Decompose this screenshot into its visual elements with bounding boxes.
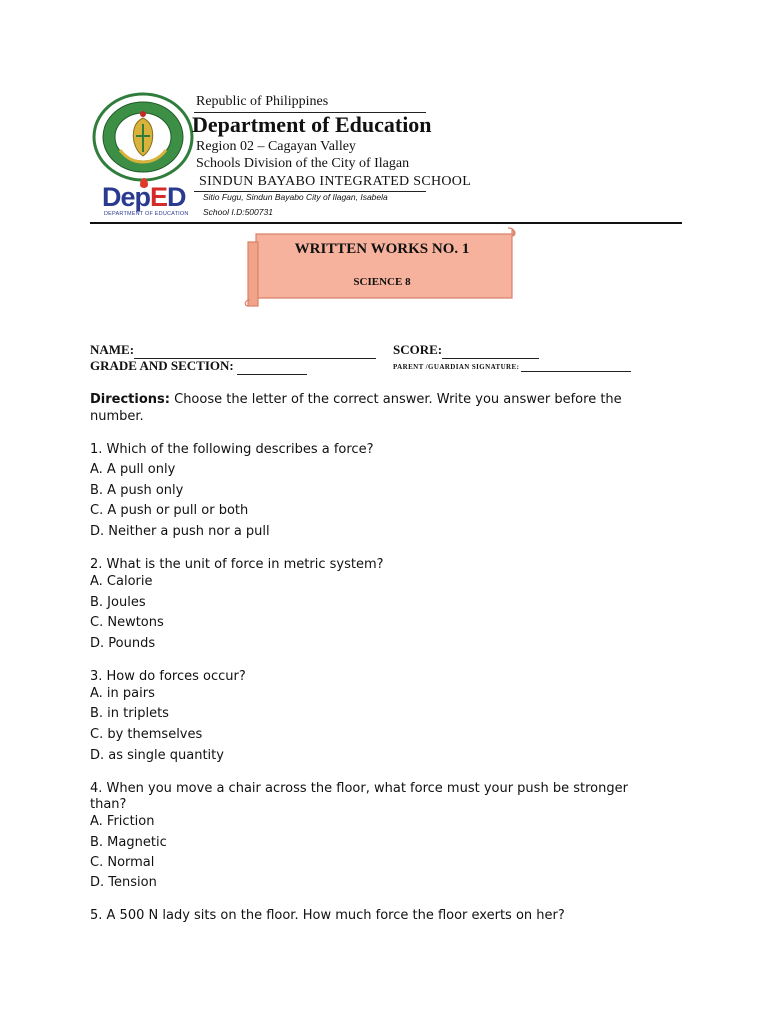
question-4: 4. When you move a chair across the floor, what force must your push be stronger than? <box>90 781 628 812</box>
option-4d[interactable]: D. Tension <box>90 875 157 890</box>
directions-text: Choose the letter of the correct answer. Write you answer before the number. <box>90 392 622 424</box>
header-rule <box>90 222 682 224</box>
option-4c[interactable]: C. Normal <box>90 855 155 870</box>
grade-section-field <box>90 358 307 375</box>
deped-logo <box>100 178 190 218</box>
option-2c[interactable]: C. Newtons <box>90 615 164 630</box>
option-4a[interactable]: A. Friction <box>90 814 155 829</box>
school-seal-icon <box>92 92 194 182</box>
question-3: 3. How do forces occur? <box>90 669 246 684</box>
option-3a[interactable]: A. in pairs <box>90 686 155 701</box>
department-title: Department of Education <box>192 112 432 137</box>
banner-subtitle: SCIENCE 8 <box>353 276 411 288</box>
option-2a[interactable]: A. Calorie <box>90 574 153 589</box>
option-1a[interactable]: A. A pull only <box>90 462 176 477</box>
option-2d[interactable]: D. Pounds <box>90 636 156 651</box>
question-5: 5. A 500 N lady sits on the floor. How much force the floor exerts on her? <box>90 908 565 923</box>
republic-text: Republic of Philippines <box>196 94 329 109</box>
question-2: 2. What is the unit of force in metric system? <box>90 557 384 572</box>
name-input-line[interactable] <box>134 342 376 359</box>
option-3b[interactable]: B. in triplets <box>90 706 169 721</box>
school-id: School I.D:500731 <box>203 207 273 217</box>
score-label: SCORE: <box>393 342 443 357</box>
option-1c[interactable]: C. A push or pull or both <box>90 503 249 518</box>
banner-title: WRITTEN WORKS NO. 1 <box>294 241 470 257</box>
region-text: Region 02 – Cagayan Valley <box>196 139 356 154</box>
option-3d[interactable]: D. as single quantity <box>90 748 224 763</box>
option-2b[interactable]: B. Joules <box>90 595 146 610</box>
directions <box>90 391 650 425</box>
option-3c[interactable]: C. by themselves <box>90 727 203 742</box>
parent-signature-line[interactable] <box>521 363 631 372</box>
option-1d[interactable]: D. Neither a push nor a pull <box>90 524 270 539</box>
parent-signature-field <box>393 363 631 372</box>
grade-section-input-line[interactable] <box>237 358 307 375</box>
question-1: 1. Which of the following describes a force? <box>90 442 374 457</box>
grade-section-label: GRADE AND SECTION: <box>90 358 234 373</box>
school-name: SINDUN BAYABO INTEGRATED SCHOOL <box>199 174 472 189</box>
scroll-banner-shape <box>244 226 520 310</box>
title-banner <box>244 226 520 310</box>
score-field <box>393 342 539 359</box>
name-label: NAME: <box>90 342 135 357</box>
parent-signature-label: PARENT /GUARDIAN SIGNATURE: <box>393 363 520 371</box>
option-4b[interactable]: B. Magnetic <box>90 835 167 850</box>
letterhead <box>0 0 768 230</box>
option-1b[interactable]: B. A push only <box>90 483 184 498</box>
deped-logo-subtext: DEPARTMENT OF EDUCATION <box>104 211 189 217</box>
name-field <box>90 342 376 359</box>
directions-label: Directions: <box>90 392 170 407</box>
school-address: Sitio Fugu, Sindun Bayabo City of Ilagan, Isabela <box>203 192 388 202</box>
division-text: Schools Division of the City of Ilagan <box>196 156 410 171</box>
deped-logo-text: DepED <box>102 182 186 212</box>
score-input-line[interactable] <box>442 342 539 359</box>
